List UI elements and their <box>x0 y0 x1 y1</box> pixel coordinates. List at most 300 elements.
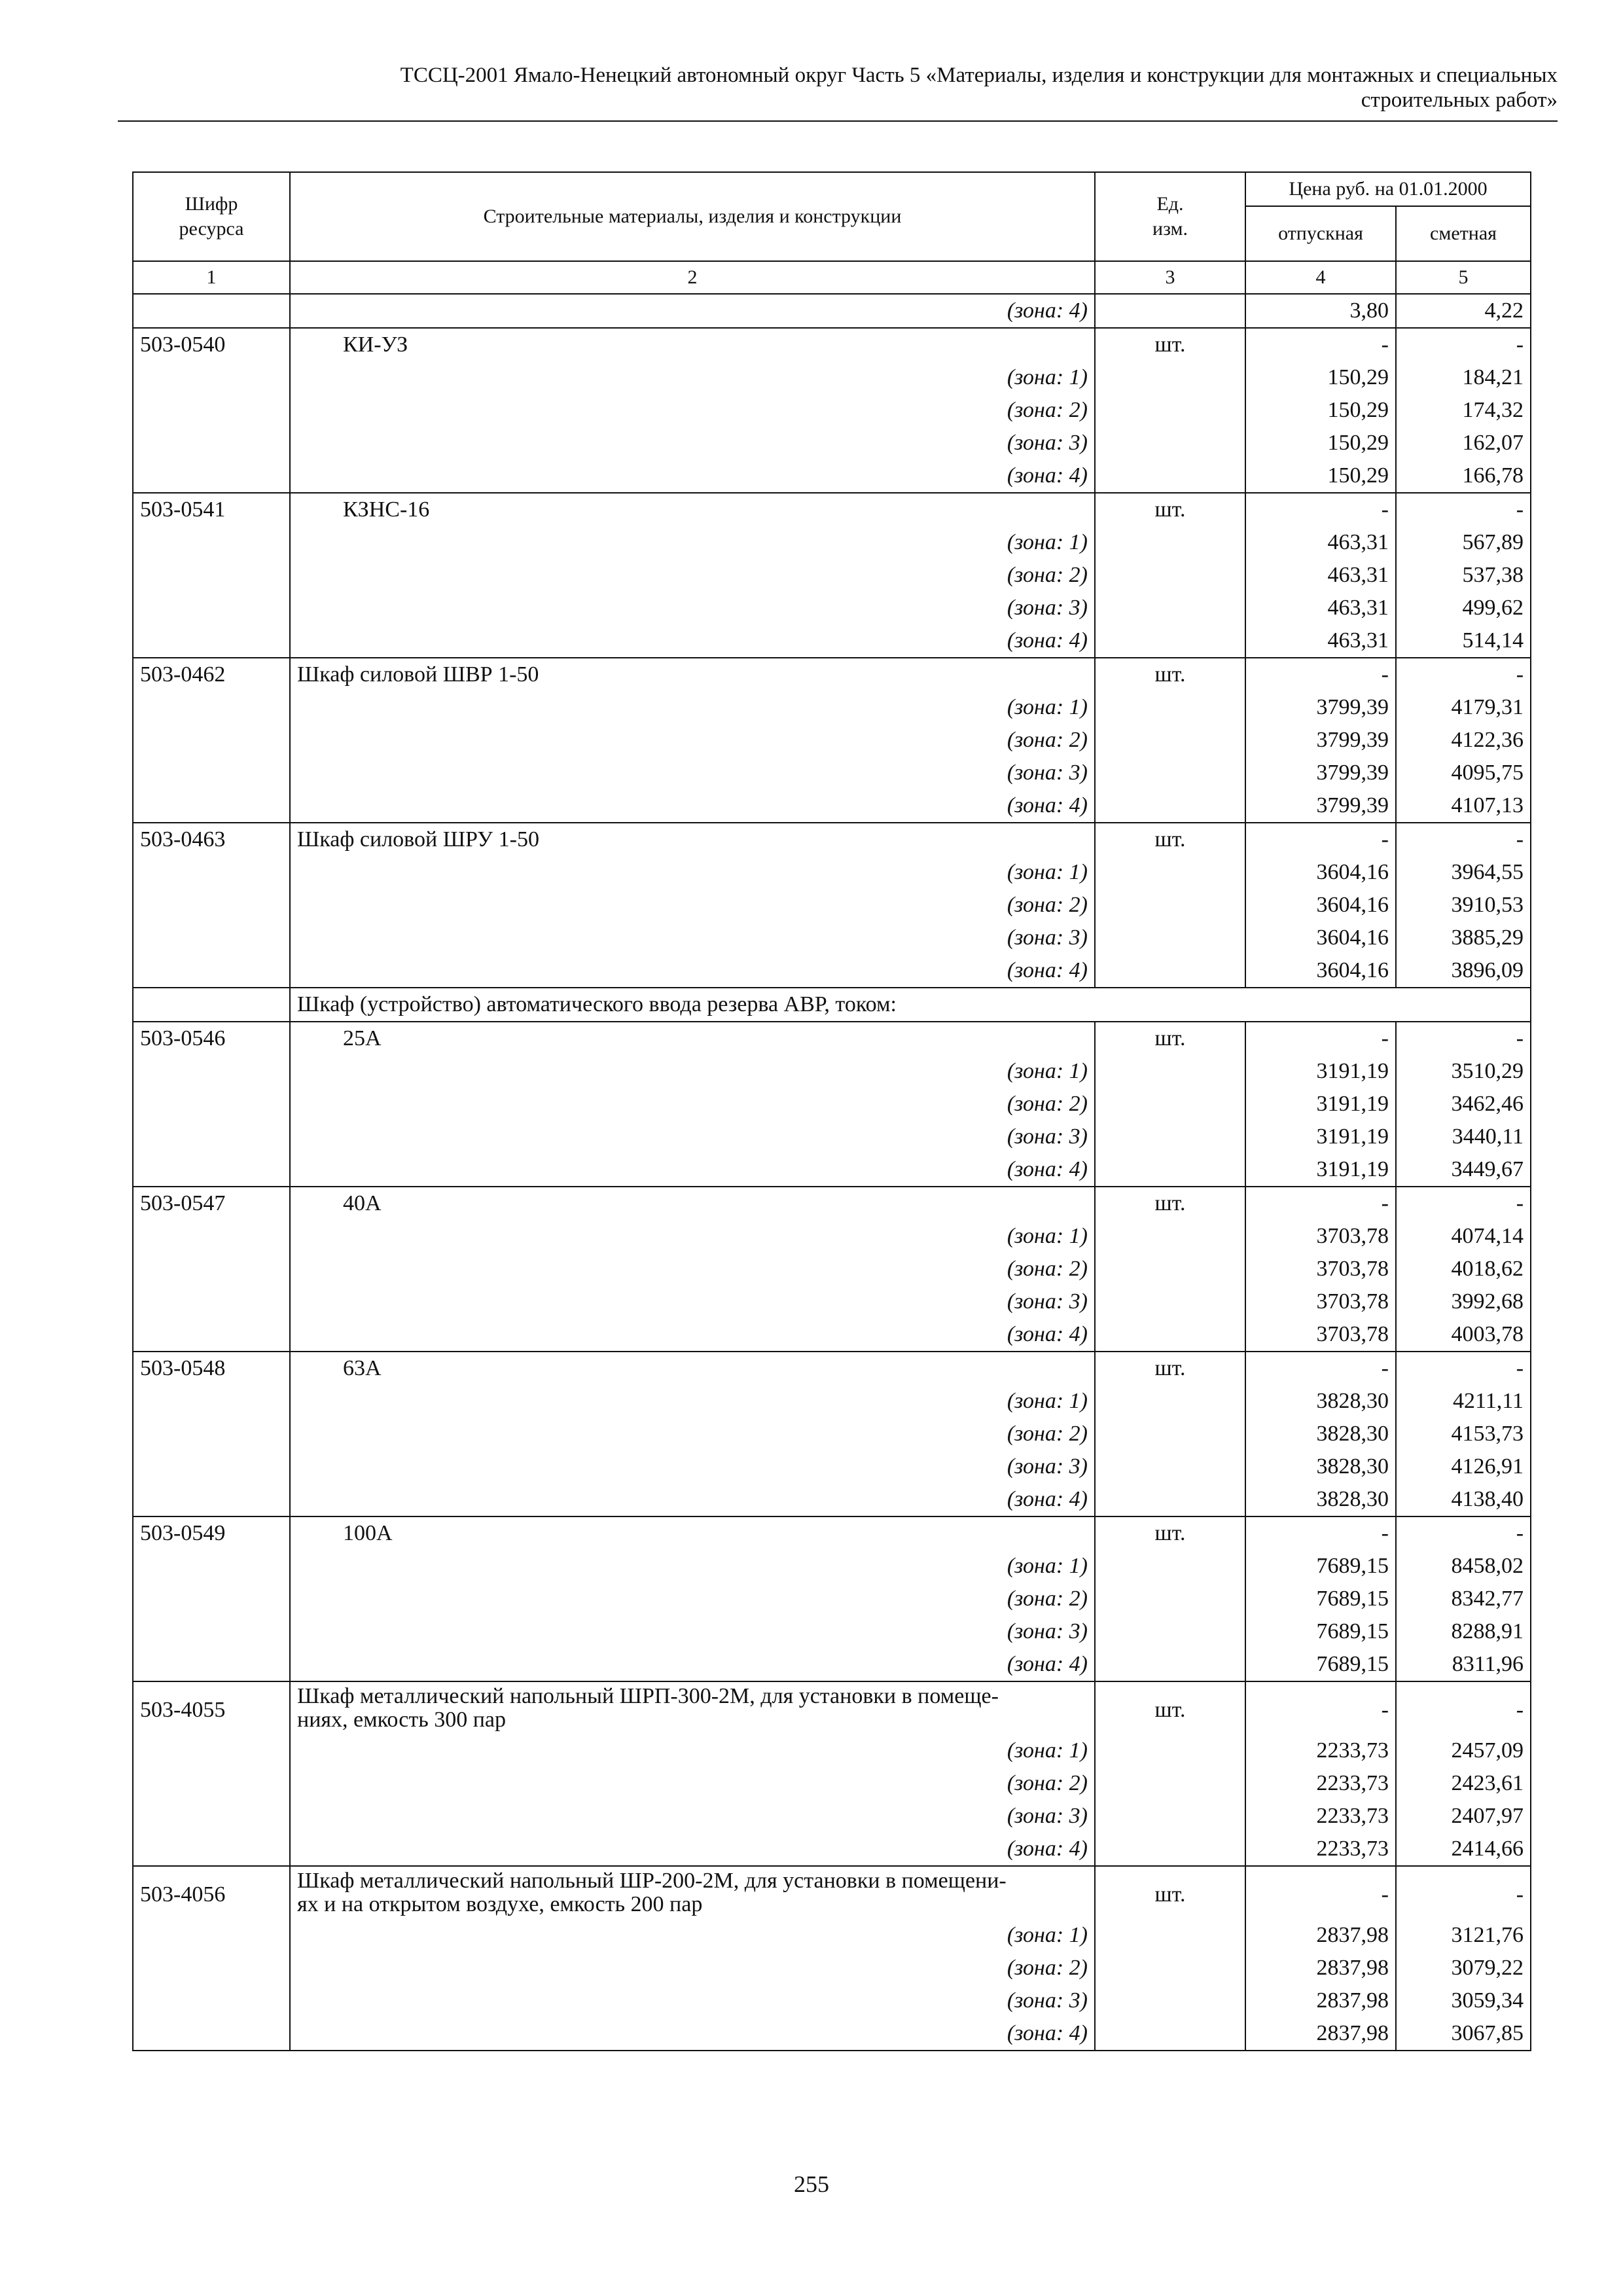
zone-row <box>133 592 1531 624</box>
zone-row <box>133 1385 1531 1418</box>
unit-cell <box>1095 1833 1245 1866</box>
zone-label: (зона: 1) <box>290 856 1095 889</box>
release-price: 3,80 <box>1245 294 1396 328</box>
item-group <box>133 328 1531 493</box>
zone-row <box>133 1121 1531 1153</box>
release-price: 3604,16 <box>1245 889 1396 922</box>
col-number-5: 5 <box>1396 261 1531 294</box>
zone-label: (зона: 2) <box>290 1418 1095 1450</box>
release-price: 3191,19 <box>1245 1121 1396 1153</box>
header-code-text: Шифр ресурса <box>179 193 244 240</box>
unit-cell <box>1095 1550 1245 1583</box>
item-name <box>290 1681 1095 1734</box>
zone-label: (зона: 4) <box>290 1648 1095 1681</box>
estimate-price: 8288,91 <box>1396 1615 1531 1648</box>
resource-code: 503-0541 <box>133 493 290 526</box>
release-price: 150,29 <box>1245 427 1396 459</box>
code-cell <box>133 1833 290 1866</box>
code-cell <box>133 1583 290 1615</box>
section-title: Шкаф (устройство) автоматического ввода резерва АВР, током: <box>290 988 1531 1022</box>
code-cell <box>133 1615 290 1648</box>
zone-label: (зона: 4) <box>290 1153 1095 1187</box>
section-row <box>133 988 1531 1022</box>
zone-row <box>133 1483 1531 1516</box>
code-cell <box>133 394 290 427</box>
estimate-price: - <box>1396 823 1531 856</box>
release-price: 3604,16 <box>1245 856 1396 889</box>
header-name: Строительные материалы, изделия и конструкции <box>290 172 1095 261</box>
estimate-price: 3449,67 <box>1396 1153 1531 1187</box>
release-price: 7689,15 <box>1245 1648 1396 1681</box>
item-group <box>133 1866 1531 2051</box>
estimate-price: 537,38 <box>1396 559 1531 592</box>
code-cell <box>133 757 290 789</box>
estimate-price: 174,32 <box>1396 394 1531 427</box>
estimate-price: 8311,96 <box>1396 1648 1531 1681</box>
zone-label: (зона: 2) <box>290 1253 1095 1285</box>
zone-label: (зона: 3) <box>290 922 1095 954</box>
zone-row <box>133 1984 1531 2017</box>
resource-code: 503-4056 <box>133 1866 290 1919</box>
code-cell <box>133 856 290 889</box>
estimate-price: - <box>1396 1866 1531 1919</box>
unit-cell <box>1095 1734 1245 1767</box>
unit-cell <box>1095 624 1245 658</box>
zone-label: (зона: 2) <box>290 1088 1095 1121</box>
estimate-price: - <box>1396 1516 1531 1550</box>
unit-cell <box>1095 1220 1245 1253</box>
zone-row <box>133 459 1531 493</box>
release-price: 2837,98 <box>1245 2017 1396 2051</box>
zone-row <box>133 1767 1531 1800</box>
estimate-price: 4126,91 <box>1396 1450 1531 1483</box>
estimate-price: 4211,11 <box>1396 1385 1531 1418</box>
release-price: 3799,39 <box>1245 757 1396 789</box>
code-cell <box>133 2017 290 2051</box>
zone-label: (зона: 2) <box>290 1583 1095 1615</box>
page-number: 255 <box>794 2171 829 2197</box>
estimate-price: 2414,66 <box>1396 1833 1531 1866</box>
release-price: 2233,73 <box>1245 1833 1396 1866</box>
release-price: 150,29 <box>1245 459 1396 493</box>
zone-row <box>133 294 1531 328</box>
unit-cell <box>1095 1253 1245 1285</box>
estimate-price: 4153,73 <box>1396 1418 1531 1450</box>
estimate-price: 2457,09 <box>1396 1734 1531 1767</box>
col-number-1: 1 <box>133 261 290 294</box>
zone-row <box>133 1418 1531 1450</box>
estimate-price: 3079,22 <box>1396 1952 1531 1984</box>
zone-row <box>133 1919 1531 1952</box>
zone-label: (зона: 1) <box>290 1734 1095 1767</box>
estimate-price: 499,62 <box>1396 592 1531 624</box>
header-price: Цена руб. на 01.01.2000 <box>1245 172 1531 206</box>
zone-label: (зона: 1) <box>290 361 1095 394</box>
zone-row <box>133 691 1531 724</box>
release-price: 3828,30 <box>1245 1483 1396 1516</box>
estimate-price: - <box>1396 1022 1531 1055</box>
estimate-price: 8458,02 <box>1396 1550 1531 1583</box>
unit-cell: шт. <box>1095 1187 1245 1220</box>
code-cell <box>133 1153 290 1187</box>
code-cell <box>133 1483 290 1516</box>
estimate-price: 3059,34 <box>1396 1984 1531 2017</box>
estimate-price: - <box>1396 493 1531 526</box>
zone-label: (зона: 2) <box>290 889 1095 922</box>
zone-row <box>133 427 1531 459</box>
zone-label: (зона: 4) <box>290 1483 1095 1516</box>
estimate-price: 3992,68 <box>1396 1285 1531 1318</box>
header-estimate-price: сметная <box>1396 206 1531 261</box>
resource-code: 503-0540 <box>133 328 290 361</box>
estimate-price: 514,14 <box>1396 624 1531 658</box>
release-price: - <box>1245 328 1396 361</box>
zone-label: (зона: 1) <box>290 1919 1095 1952</box>
unit-cell <box>1095 1055 1245 1088</box>
code-cell <box>133 592 290 624</box>
zone-label: (зона: 4) <box>290 2017 1095 2051</box>
item-name <box>290 1352 1095 1385</box>
unit-cell <box>1095 1285 1245 1318</box>
unit-cell: шт. <box>1095 1681 1245 1734</box>
col-number-2: 2 <box>290 261 1095 294</box>
release-price: - <box>1245 493 1396 526</box>
code-cell <box>133 1952 290 1984</box>
zone-label: (зона: 4) <box>290 789 1095 823</box>
release-price: - <box>1245 823 1396 856</box>
resource-code: 503-0546 <box>133 1022 290 1055</box>
resource-code: 503-0463 <box>133 823 290 856</box>
item-group <box>133 294 1531 328</box>
zone-row <box>133 1952 1531 1984</box>
release-price: 463,31 <box>1245 592 1396 624</box>
release-price: 3828,30 <box>1245 1385 1396 1418</box>
zone-row <box>133 954 1531 988</box>
estimate-price: - <box>1396 328 1531 361</box>
item-name <box>290 328 1095 361</box>
unit-cell <box>1095 1984 1245 2017</box>
zone-row <box>133 1800 1531 1833</box>
code-cell <box>133 1385 290 1418</box>
unit-cell: шт. <box>1095 1516 1245 1550</box>
zone-row <box>133 2017 1531 2051</box>
zone-label: (зона: 4) <box>290 459 1095 493</box>
unit-cell <box>1095 1483 1245 1516</box>
item-name <box>290 1516 1095 1550</box>
code-cell <box>133 1220 290 1253</box>
item-name-text: Шкаф силовой ШРУ 1-50 <box>297 827 539 852</box>
zone-row <box>133 394 1531 427</box>
zone-row <box>133 1220 1531 1253</box>
code-cell <box>133 922 290 954</box>
col-number-4: 4 <box>1245 261 1396 294</box>
estimate-price: 567,89 <box>1396 526 1531 559</box>
estimate-price: 2407,97 <box>1396 1800 1531 1833</box>
zone-label: (зона: 3) <box>290 427 1095 459</box>
zone-row <box>133 1550 1531 1583</box>
zone-label: (зона: 3) <box>290 592 1095 624</box>
unit-cell <box>1095 1121 1245 1153</box>
release-price: 2837,98 <box>1245 1919 1396 1952</box>
estimate-price: 3440,11 <box>1396 1121 1531 1153</box>
code-cell <box>133 1550 290 1583</box>
unit-cell <box>1095 1919 1245 1952</box>
unit-cell <box>1095 1153 1245 1187</box>
estimate-price: 4003,78 <box>1396 1318 1531 1352</box>
zone-label: (зона: 4) <box>290 954 1095 988</box>
unit-cell <box>1095 724 1245 757</box>
unit-cell <box>1095 394 1245 427</box>
zone-label: (зона: 2) <box>290 559 1095 592</box>
zone-row <box>133 1450 1531 1483</box>
code-cell <box>133 526 290 559</box>
resource-code: 503-0548 <box>133 1352 290 1385</box>
release-price: - <box>1245 1516 1396 1550</box>
zone-row <box>133 1318 1531 1352</box>
code-cell <box>133 988 290 1022</box>
estimate-price: - <box>1396 1187 1531 1220</box>
code-cell <box>133 789 290 823</box>
code-cell <box>133 294 290 328</box>
zone-label: (зона: 1) <box>290 526 1095 559</box>
estimate-price: 4074,14 <box>1396 1220 1531 1253</box>
item-row <box>133 1866 1531 1919</box>
item-group <box>133 1516 1531 1681</box>
table-header <box>133 172 1531 294</box>
estimate-price: 4,22 <box>1396 294 1531 328</box>
code-cell <box>133 1919 290 1952</box>
unit-cell <box>1095 757 1245 789</box>
zone-label: (зона: 1) <box>290 1550 1095 1583</box>
unit-cell: шт. <box>1095 1022 1245 1055</box>
section-group <box>133 988 1531 1022</box>
header-rule <box>118 120 1558 122</box>
release-price: - <box>1245 1187 1396 1220</box>
release-price: 3703,78 <box>1245 1285 1396 1318</box>
release-price: 3604,16 <box>1245 922 1396 954</box>
release-price: 3604,16 <box>1245 954 1396 988</box>
item-row <box>133 1187 1531 1220</box>
item-name <box>290 1022 1095 1055</box>
item-group <box>133 1352 1531 1516</box>
release-price: 3799,39 <box>1245 724 1396 757</box>
unit-cell <box>1095 1088 1245 1121</box>
item-name <box>290 493 1095 526</box>
unit-cell <box>1095 954 1245 988</box>
item-row <box>133 823 1531 856</box>
release-price: 150,29 <box>1245 361 1396 394</box>
estimate-price: 2423,61 <box>1396 1767 1531 1800</box>
zone-row <box>133 1285 1531 1318</box>
release-price: 2233,73 <box>1245 1734 1396 1767</box>
code-cell <box>133 624 290 658</box>
release-price: 463,31 <box>1245 624 1396 658</box>
code-cell <box>133 1318 290 1352</box>
unit-cell <box>1095 361 1245 394</box>
release-price: - <box>1245 1681 1396 1734</box>
resource-code: 503-0549 <box>133 1516 290 1550</box>
release-price: 150,29 <box>1245 394 1396 427</box>
estimate-price: 3964,55 <box>1396 856 1531 889</box>
release-price: 2233,73 <box>1245 1767 1396 1800</box>
item-group <box>133 1681 1531 1866</box>
zone-label: (зона: 1) <box>290 1055 1095 1088</box>
zone-row <box>133 1583 1531 1615</box>
release-price: - <box>1245 1352 1396 1385</box>
zone-row <box>133 889 1531 922</box>
release-price: 3799,39 <box>1245 691 1396 724</box>
item-name-text: КЗНС-16 <box>343 497 430 522</box>
item-row <box>133 1516 1531 1550</box>
release-price: 3191,19 <box>1245 1153 1396 1187</box>
code-cell <box>133 1767 290 1800</box>
unit-cell <box>1095 922 1245 954</box>
zone-row <box>133 624 1531 658</box>
estimate-price: 3067,85 <box>1396 2017 1531 2051</box>
code-cell <box>133 724 290 757</box>
code-cell <box>133 1418 290 1450</box>
unit-cell: шт. <box>1095 493 1245 526</box>
zone-row <box>133 1153 1531 1187</box>
release-price: - <box>1245 658 1396 691</box>
estimate-price: 3462,46 <box>1396 1088 1531 1121</box>
zone-label: (зона: 2) <box>290 1952 1095 1984</box>
header-line-2: строительных работ» <box>1361 88 1558 112</box>
estimate-price: 4018,62 <box>1396 1253 1531 1285</box>
zone-row <box>133 526 1531 559</box>
unit-cell: шт. <box>1095 328 1245 361</box>
zone-row <box>133 757 1531 789</box>
estimate-price: 4179,31 <box>1396 691 1531 724</box>
code-cell <box>133 427 290 459</box>
code-cell <box>133 1800 290 1833</box>
resource-code: 503-0547 <box>133 1187 290 1220</box>
release-price: 3703,78 <box>1245 1220 1396 1253</box>
unit-cell <box>1095 1450 1245 1483</box>
zone-row <box>133 361 1531 394</box>
estimate-price: 3885,29 <box>1396 922 1531 954</box>
zone-row <box>133 1833 1531 1866</box>
zone-label: (зона: 2) <box>290 1767 1095 1800</box>
zone-row <box>133 1648 1531 1681</box>
code-cell <box>133 459 290 493</box>
estimate-price: - <box>1396 1681 1531 1734</box>
estimate-price: 4122,36 <box>1396 724 1531 757</box>
estimate-price: 3910,53 <box>1396 889 1531 922</box>
unit-cell <box>1095 559 1245 592</box>
unit-cell <box>1095 1615 1245 1648</box>
release-price: 7689,15 <box>1245 1550 1396 1583</box>
release-price: 3703,78 <box>1245 1318 1396 1352</box>
code-cell <box>133 361 290 394</box>
estimate-price: 3510,29 <box>1396 1055 1531 1088</box>
estimate-price: - <box>1396 1352 1531 1385</box>
unit-cell <box>1095 1385 1245 1418</box>
item-row <box>133 1022 1531 1055</box>
zone-label: (зона: 3) <box>290 1615 1095 1648</box>
estimate-price: 4107,13 <box>1396 789 1531 823</box>
zone-row <box>133 1253 1531 1285</box>
estimate-price: 4138,40 <box>1396 1483 1531 1516</box>
unit-cell <box>1095 856 1245 889</box>
code-cell <box>133 1253 290 1285</box>
zone-row <box>133 724 1531 757</box>
code-cell <box>133 1285 290 1318</box>
code-cell <box>133 954 290 988</box>
zone-label: (зона: 1) <box>290 691 1095 724</box>
unit-cell <box>1095 1800 1245 1833</box>
item-name-text: 63А <box>343 1356 382 1380</box>
unit-cell: шт. <box>1095 823 1245 856</box>
unit-cell: шт. <box>1095 1352 1245 1385</box>
release-price: - <box>1245 1022 1396 1055</box>
estimate-price: 166,78 <box>1396 459 1531 493</box>
zone-label: (зона: 3) <box>290 1984 1095 2017</box>
zone-row <box>133 1734 1531 1767</box>
item-row <box>133 1681 1531 1734</box>
release-price: 463,31 <box>1245 526 1396 559</box>
estimate-price: - <box>1396 658 1531 691</box>
item-group <box>133 823 1531 988</box>
unit-cell <box>1095 1583 1245 1615</box>
item-name-text: 100А <box>343 1521 393 1545</box>
header-unit <box>1095 172 1245 261</box>
estimate-price: 184,21 <box>1396 361 1531 394</box>
release-price: 3828,30 <box>1245 1418 1396 1450</box>
item-group <box>133 493 1531 658</box>
item-row <box>133 493 1531 526</box>
unit-cell <box>1095 2017 1245 2051</box>
item-name <box>290 1187 1095 1220</box>
item-name-text: Шкаф металлический напольный ШР-200-2М, для установки в помещени- ях и на открытом воздухе, емкость 200 пар <box>297 1869 1007 1916</box>
item-group <box>133 1022 1531 1187</box>
zone-label: (зона: 1) <box>290 1220 1095 1253</box>
unit-cell: шт. <box>1095 1866 1245 1919</box>
unit-cell <box>1095 889 1245 922</box>
zone-row <box>133 559 1531 592</box>
unit-cell <box>1095 427 1245 459</box>
item-name-text: КИ-УЗ <box>343 332 408 357</box>
zone-label: (зона: 3) <box>290 1450 1095 1483</box>
release-price: 3703,78 <box>1245 1253 1396 1285</box>
release-price: 2837,98 <box>1245 1984 1396 2017</box>
release-price: 3828,30 <box>1245 1450 1396 1483</box>
zone-row <box>133 922 1531 954</box>
code-cell <box>133 1984 290 2017</box>
col-number-3: 3 <box>1095 261 1245 294</box>
unit-cell <box>1095 592 1245 624</box>
header-code <box>133 172 290 261</box>
zone-row <box>133 789 1531 823</box>
zone-label: (зона: 4) <box>290 294 1095 328</box>
unit-cell <box>1095 526 1245 559</box>
unit-cell <box>1095 294 1245 328</box>
zone-row <box>133 856 1531 889</box>
unit-cell <box>1095 1418 1245 1450</box>
item-name-text: 40А <box>343 1191 382 1215</box>
code-cell <box>133 1734 290 1767</box>
zone-label: (зона: 4) <box>290 624 1095 658</box>
item-name <box>290 823 1095 856</box>
zone-label: (зона: 2) <box>290 724 1095 757</box>
item-group <box>133 1187 1531 1352</box>
unit-cell <box>1095 459 1245 493</box>
item-row <box>133 1352 1531 1385</box>
zone-label: (зона: 3) <box>290 1121 1095 1153</box>
item-name <box>290 658 1095 691</box>
unit-cell <box>1095 789 1245 823</box>
estimate-price: 4095,75 <box>1396 757 1531 789</box>
